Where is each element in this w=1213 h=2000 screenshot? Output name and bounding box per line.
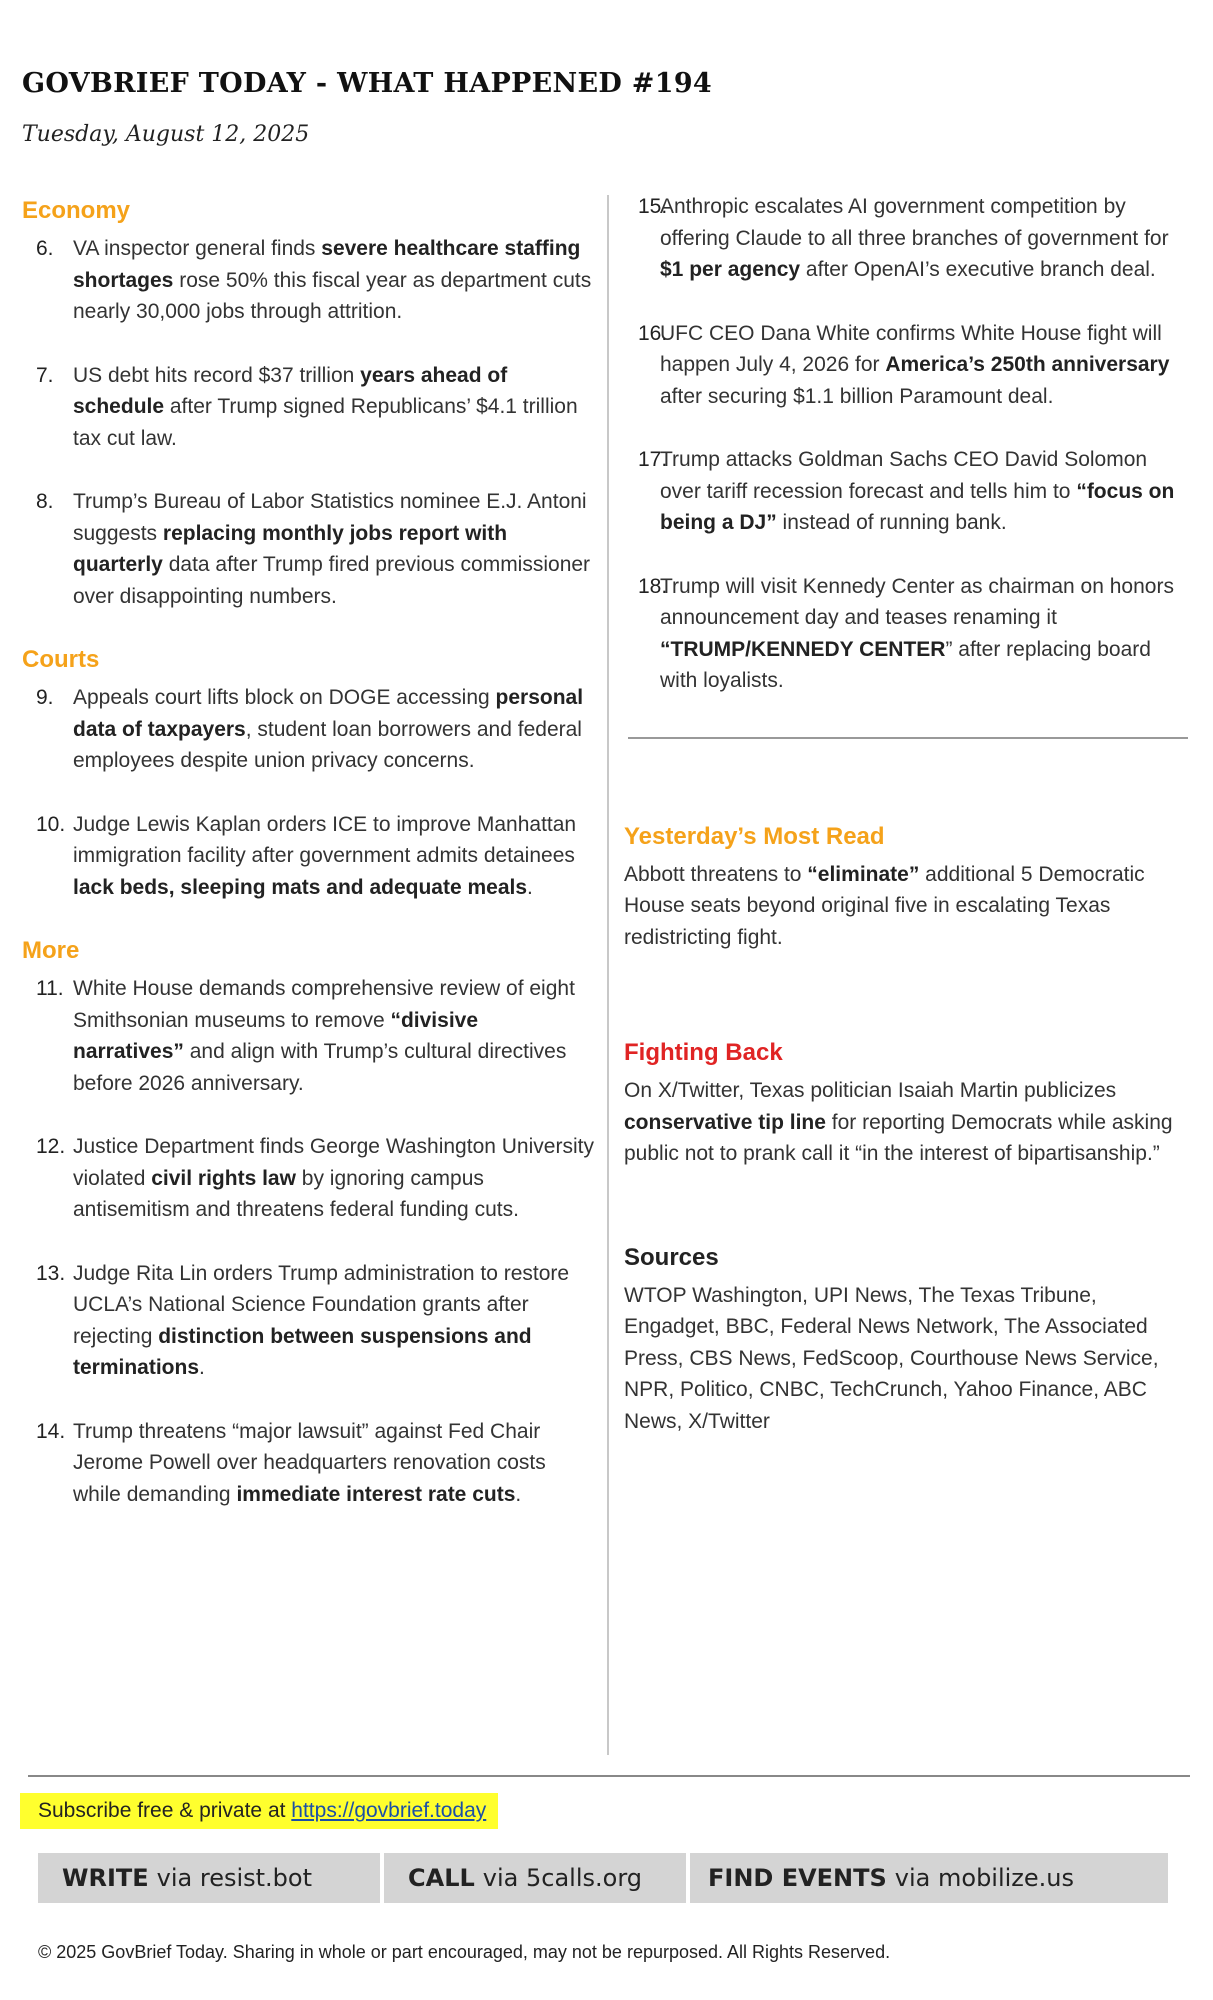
section-heading-more: More [22, 937, 80, 964]
emphasis-text: “divisive narratives” [73, 1008, 479, 1063]
news-item [624, 191, 1192, 286]
news-item-number: 16. [638, 321, 668, 345]
body-text: , student loan borrowers and federal employees despite union privacy concerns. [73, 717, 582, 772]
emphasis-text: immediate interest rate cuts [236, 1482, 516, 1506]
body-text: Anthropic escalates AI government competition by offering Claude to all three branches of government for [660, 195, 1169, 250]
left-column [22, 195, 594, 1542]
newsletter-title: GOVBRIEF TODAY - WHAT HAPPENED #194 [22, 68, 712, 99]
newsletter-date: Tuesday, August 12, 2025 [22, 122, 310, 147]
news-item-number: 14. [36, 1419, 66, 1443]
news-item [22, 973, 594, 1099]
body-text: Appeals court lifts block on DOGE accessing [73, 686, 496, 709]
subscribe-banner [20, 1793, 498, 1829]
body-text: and align with Trump’s cultural directives before 2026 anniversary. [73, 1040, 567, 1095]
body-text: data after Trump fired previous commissioner over disappointing numbers. [73, 553, 591, 608]
news-item [22, 1258, 594, 1384]
emphasis-text: years ahead of schedule [73, 363, 508, 418]
write-button[interactable] [38, 1853, 380, 1903]
section-heading-most-read: Yesterday’s Most Read [624, 822, 885, 850]
most-read-text [624, 859, 1192, 954]
body-text: after securing $1.1 billion Paramount deal. [660, 384, 1054, 408]
sources-text: WTOP Washington, UPI News, The Texas Tribune, Engadget, BBC, Federal News Network, The Associated Press, CBS News, FedScoop, Courthouse News Service, NPR, Politico, CNBC, TechCrunch, Yahoo Finance, ABC News, X/Twitter [624, 1283, 1159, 1433]
body-text: after OpenAI’s executive branch deal. [800, 258, 1156, 281]
emphasis-text: America’s 250th anniversary [885, 353, 1170, 376]
news-item [624, 444, 1192, 539]
news-item [22, 486, 594, 612]
write-button-via: via resist.bot [156, 1864, 313, 1892]
news-item-number: 10. [36, 812, 66, 836]
body-text: Trump’s Bureau of Labor Statistics nominee E.J. Antoni suggests [73, 490, 587, 545]
body-text: White House demands comprehensive review of eight Smithsonian museums to remove [73, 977, 575, 1032]
write-button-verb: WRITE [62, 1864, 149, 1892]
section-heading-economy: Economy [22, 197, 131, 224]
news-item-number: 6. [36, 237, 54, 260]
emphasis-text: “eliminate” [807, 862, 920, 886]
news-item [22, 360, 594, 455]
news-item-number: 7. [36, 363, 54, 387]
body-text: Trump attacks Goldman Sachs CEO David Solomon over tariff recession forecast and tells him to [660, 448, 1148, 503]
call-button-verb: CALL [408, 1864, 475, 1892]
news-item-number: 9. [36, 686, 54, 709]
news-item [22, 682, 594, 777]
news-item-number: 8. [36, 490, 54, 513]
emphasis-text: replacing monthly jobs report with quarterly [73, 521, 508, 576]
news-item [624, 318, 1192, 413]
section-heading-sources: Sources [624, 1243, 719, 1271]
emphasis-text: civil rights law [151, 1166, 296, 1190]
fighting-back-text [624, 1075, 1192, 1170]
find-events-button[interactable] [690, 1853, 1168, 1903]
economy-list [22, 233, 594, 612]
body-text: Trump threatens “major lawsuit” against Fed Chair Jerome Powell over headquarters renovation costs while demanding [73, 1419, 546, 1506]
subscribe-prefix: Subscribe free & private at [38, 1799, 292, 1822]
emphasis-text: “TRUMP/KENNEDY CENTER [660, 637, 946, 661]
body-text: after Trump signed Republicans’ $4.1 trillion tax cut law. [73, 395, 578, 450]
emphasis-text: “focus on being a DJ” [660, 479, 1175, 534]
news-item-number: 17. [638, 448, 668, 471]
news-item [22, 233, 594, 328]
emphasis-text: personal data of taxpayers [73, 686, 584, 741]
section-heading-courts: Courts [22, 646, 100, 673]
news-item [22, 809, 594, 904]
find-events-button-verb: FIND EVENTS [708, 1864, 887, 1892]
body-text: for reporting Democrats while asking public not to prank call it “in the interest of bipartisanship.” [624, 1110, 1173, 1165]
body-text: On X/Twitter, Texas politician Isaiah Martin publicizes [624, 1079, 1117, 1102]
column-divider [607, 195, 609, 1755]
call-button[interactable] [384, 1853, 686, 1903]
body-text: UFC CEO Dana White confirms White House fight will happen July 4, 2026 for [660, 321, 1162, 376]
body-text: ” after replacing board with loyalists. [660, 637, 1151, 692]
body-text: US debt hits record $37 trillion [73, 363, 361, 387]
copyright-footer: © 2025 GovBrief Today. Sharing in whole or part encouraged, may not be repurposed. All Rights Reserved. [38, 1942, 891, 1962]
subscribe-link[interactable]: https://govbrief.today [291, 1799, 487, 1822]
news-item-number: 12. [36, 1135, 66, 1158]
body-text: Judge Rita Lin orders Trump administration to restore UCLA’s National Science Foundation grants after rejecting [73, 1261, 570, 1348]
body-text: Abbott threatens to [624, 862, 808, 886]
action-button-bar [38, 1853, 1172, 1903]
emphasis-text: conservative tip line [624, 1110, 826, 1134]
news-item-number: 13. [36, 1261, 66, 1285]
news-item [22, 1416, 594, 1511]
call-button-via: via 5calls.org [482, 1864, 642, 1892]
emphasis-text: distinction between suspensions and terminations [73, 1324, 532, 1379]
body-text: . [199, 1356, 205, 1379]
news-item [624, 571, 1192, 697]
emphasis-text: severe healthcare staffing shortages [73, 237, 581, 292]
body-text: Justice Department finds George Washington University violated [73, 1135, 594, 1190]
body-text: . [515, 1482, 522, 1506]
emphasis-text: lack beds, sleeping mats and adequate meals [73, 875, 528, 899]
news-item-number: 18. [638, 574, 668, 598]
body-text: VA inspector general finds [73, 237, 322, 260]
emphasis-text: $1 per agency [660, 258, 801, 281]
section-heading-fighting-back: Fighting Back [624, 1039, 783, 1066]
body-text: rose 50% this fiscal year as department cuts nearly 30,000 jobs through attrition. [73, 268, 592, 323]
body-text: additional 5 Democratic House seats beyond original five in escalating Texas redistricting fight. [624, 862, 1145, 949]
footer-divider [28, 1775, 1190, 1777]
news-item [22, 1131, 594, 1226]
more-list [22, 973, 594, 1510]
body-text: instead of running bank. [776, 511, 1007, 534]
find-events-button-via: via mobilize.us [894, 1864, 1075, 1892]
courts-list [22, 682, 594, 903]
news-item-number: 15. [638, 195, 668, 218]
news-item-number: 11. [36, 977, 64, 1000]
body-text: Judge Lewis Kaplan orders ICE to improve Manhattan immigration facility after government admits detainees [73, 812, 577, 867]
body-text: Trump will visit Kennedy Center as chairman on honors announcement day and teases renaming it [660, 574, 1174, 629]
body-text: . [527, 875, 533, 899]
right-section-divider [628, 737, 1188, 739]
body-text: by ignoring campus antisemitism and threatens federal funding cuts. [73, 1166, 519, 1221]
right-news-list [624, 191, 1192, 697]
right-column [624, 195, 1192, 1437]
